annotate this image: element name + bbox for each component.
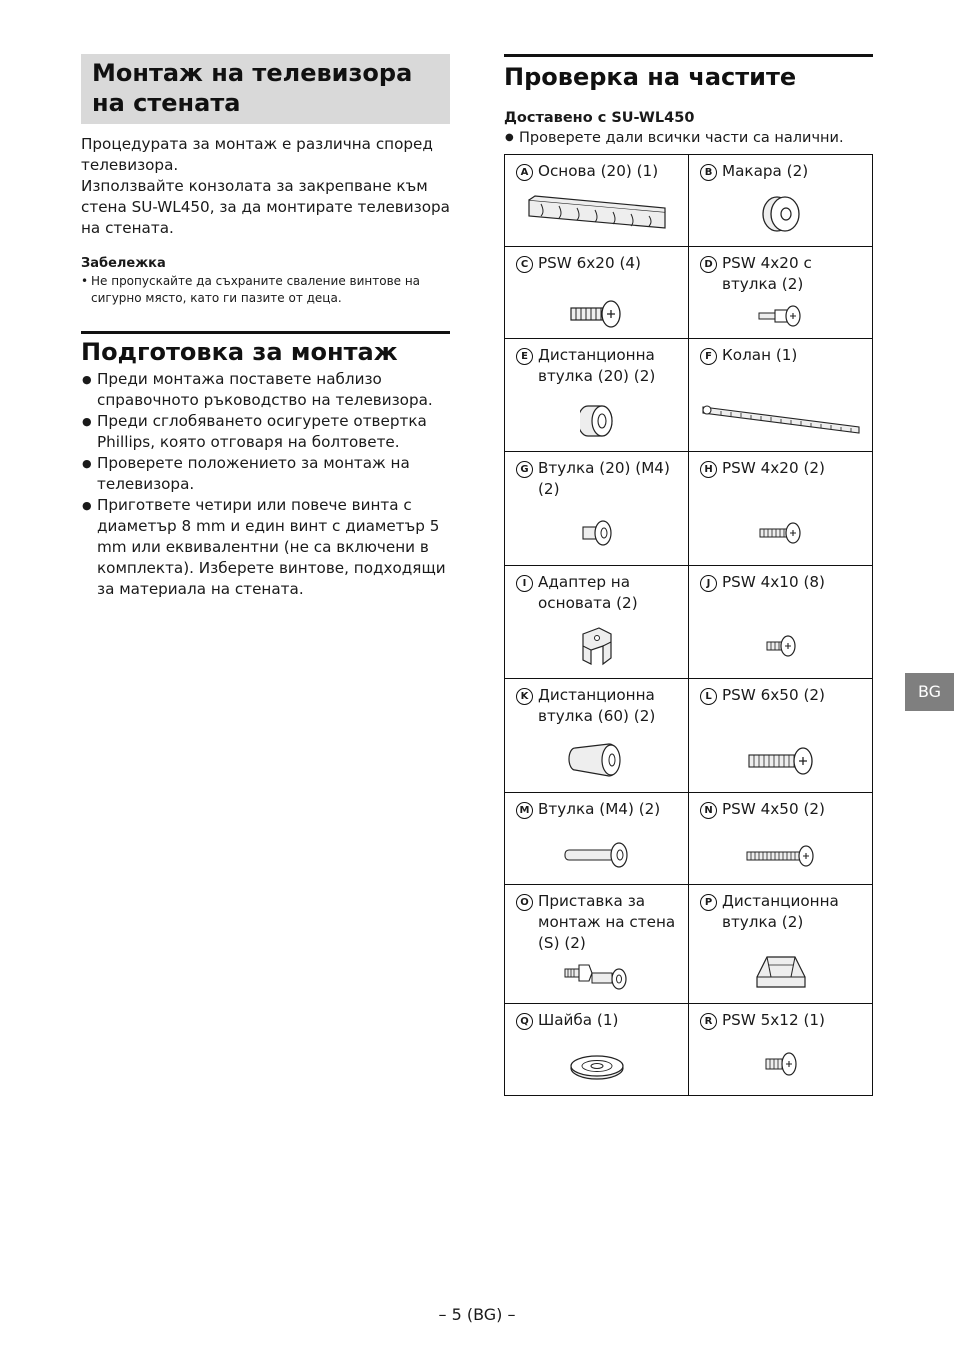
screw-icon	[505, 298, 688, 330]
base-adapter-icon	[505, 624, 688, 668]
part-cell	[505, 452, 689, 566]
screw-icon	[689, 746, 872, 776]
part-letter: E	[516, 348, 533, 365]
part-label: PSW 4x10 (8)	[722, 573, 825, 591]
screw-icon	[689, 634, 872, 658]
part-cell	[505, 566, 689, 679]
sleeve-icon	[505, 519, 688, 547]
section-title-wall-mount: Монтаж на телевизора на стената	[81, 54, 450, 124]
part-letter: R	[700, 1013, 717, 1030]
parts-table	[504, 154, 873, 1096]
part-label: Колан (1)	[722, 346, 798, 364]
note-title: Забележка	[81, 256, 166, 271]
part-cell	[689, 247, 873, 339]
part-label: PSW 6x50 (2)	[722, 686, 825, 704]
base-rail-icon	[505, 194, 688, 234]
part-label: PSW 4x50 (2)	[722, 800, 825, 818]
section-divider	[504, 54, 873, 57]
page-number: – 5 (BG) –	[438, 1305, 516, 1324]
part-label: Дистанционна втулка (60) (2)	[538, 686, 656, 725]
part-letter: O	[516, 894, 533, 911]
part-cell	[689, 885, 873, 1004]
part-cell	[505, 793, 689, 885]
part-letter: M	[516, 802, 533, 819]
screw-with-collar-icon	[689, 304, 872, 328]
part-cell	[689, 566, 873, 679]
screw-icon	[689, 844, 872, 868]
right-column	[504, 54, 873, 1096]
check-instruction: ● Проверете дали всички части са налични.	[504, 128, 873, 148]
part-cell	[505, 1004, 689, 1096]
part-letter: F	[700, 348, 717, 365]
block-spacer-icon	[689, 951, 872, 993]
part-cell	[689, 452, 873, 566]
part-label: Шайба (1)	[538, 1011, 619, 1029]
list-item: ● Преди сглобяването осигурете отвертка Phillips, която отговаря на болтовете.	[81, 411, 450, 453]
spacer-icon	[505, 403, 688, 439]
part-letter: C	[516, 256, 533, 273]
list-item: ● Пригответе четири или повече винта с диаметър 8 mm и един винт с диаметър 5 mm или еквивалентни (не са включени в комплекта). Изберете винтове, подходящи за материала на стената.	[81, 495, 450, 600]
part-label: Макара (2)	[722, 162, 809, 180]
part-letter: P	[700, 894, 717, 911]
part-label: PSW 6x20 (4)	[538, 254, 641, 272]
screw-icon	[689, 521, 872, 545]
part-label: PSW 5x12 (1)	[722, 1011, 825, 1029]
part-label: Основа (20) (1)	[538, 162, 659, 180]
washer-icon	[505, 1053, 688, 1081]
left-column	[81, 54, 450, 600]
intro-paragraph-1: Процедурата за монтаж е различна според телевизора.	[81, 135, 433, 174]
part-cell	[505, 885, 689, 1004]
part-letter: J	[700, 575, 717, 592]
part-cell	[689, 155, 873, 247]
part-letter: N	[700, 802, 717, 819]
part-cell	[505, 155, 689, 247]
list-item: ● Проверете положението за монтаж на телевизора.	[81, 453, 450, 495]
part-letter: I	[516, 575, 533, 592]
part-cell	[505, 339, 689, 452]
part-cell	[505, 679, 689, 793]
section-title-parts-check: Проверка на частите	[504, 63, 797, 91]
part-letter: B	[700, 164, 717, 181]
part-cell	[689, 339, 873, 452]
note-item: • Не пропускайте да съхраните сваление винтове на сигурно място, като ги пазите от деца.	[81, 273, 450, 307]
part-letter: D	[700, 256, 717, 273]
part-cell	[505, 247, 689, 339]
pulley-icon	[689, 194, 872, 234]
part-label: Дистанционна втулка (2)	[722, 892, 839, 931]
language-tab: BG	[905, 673, 954, 711]
part-letter: A	[516, 164, 533, 181]
part-letter: H	[700, 461, 717, 478]
supplied-with-heading: Доставено с SU-WL450	[504, 110, 695, 126]
section-divider	[81, 331, 450, 334]
wall-mount-attachment-icon	[505, 959, 688, 993]
part-cell	[689, 679, 873, 793]
part-letter: K	[516, 688, 533, 705]
long-sleeve-icon	[505, 840, 688, 870]
list-item: ● Преди монтажа поставете наблизо справочното ръководство на телевизора.	[81, 369, 450, 411]
part-label: Приставка за монтаж на стена (S) (2)	[538, 892, 676, 952]
long-spacer-icon	[505, 740, 688, 780]
part-label: PSW 4x20 (2)	[722, 459, 825, 477]
part-letter: L	[700, 688, 717, 705]
part-label: Втулка (M4) (2)	[538, 800, 661, 818]
part-label: Втулка (20) (M4) (2)	[538, 459, 670, 498]
part-cell	[689, 793, 873, 885]
part-label: Адаптер на основата (2)	[538, 573, 638, 612]
screw-icon	[689, 1051, 872, 1077]
intro-paragraph-2: Използвайте конзолата за закрепване към стена SU-WL450, за да монтирате телевизора на стената.	[81, 177, 450, 237]
part-letter: G	[516, 461, 533, 478]
part-label: PSW 4x20 с втулка (2)	[722, 254, 812, 293]
preparation-list	[81, 369, 450, 600]
part-label: Дистанционна втулка (20) (2)	[538, 346, 656, 385]
section-title-preparation: Подготовка за монтаж	[81, 338, 398, 366]
belt-icon	[689, 403, 872, 437]
part-cell	[689, 1004, 873, 1096]
part-letter: Q	[516, 1013, 533, 1030]
